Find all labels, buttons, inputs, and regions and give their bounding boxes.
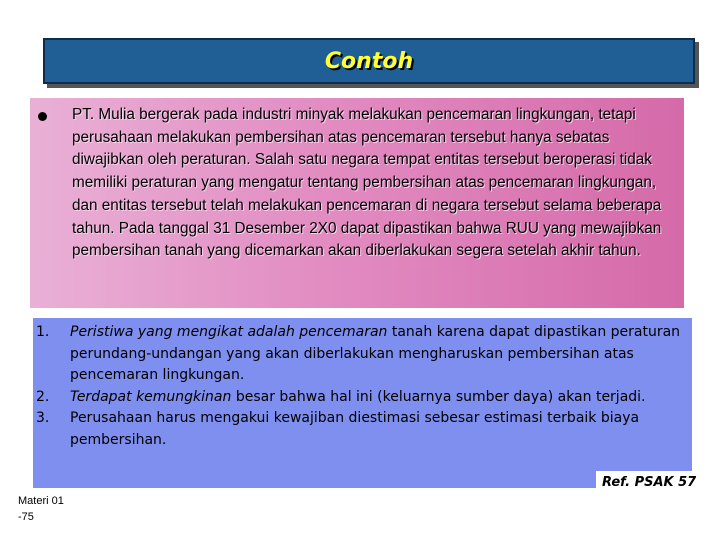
item-text: Perusahaan harus mengakui kewajiban diestimasi sebesar estimasi terbaik biaya pembersihan. (70, 410, 640, 448)
item-emphasis: Peristiwa yang mengikat adalah pencemaran (70, 324, 388, 340)
case-description-text: PT. Mulia bergerak pada industri minyak melakukan pencemaran lingkungan, tetapi perusahaan melakukan pembersihan atas pencemaran tersebut hanya sebatas diwajibkan oleh peraturan. Salah satu negara tempat entitas tersebut beroperasi tidak memiliki peraturan yang mengatur tentang pembersihan atas pencemaran lingkungan, dan entitas tersebut telah melakukan pencemaran di negara tersebut selama beberapa tahun. Pada tanggal 31 Desember 2X0 dapat dipastikan bahwa RUU yang mewajibkan pembersihan tanah yang dicemarkan akan diberlakukan segera setelah akhir tahun. (72, 106, 662, 260)
footer-page-number: -75 (18, 511, 34, 523)
analysis-box (33, 318, 692, 488)
reference-label: Ref. PSAK 57 (596, 471, 702, 492)
item-text: tanah karena dapat dipastikan peraturan perundang-undangan yang akan diberlakukan mengharuskan pembersihan atas pencemaran lingkungan. (70, 324, 681, 383)
item-number: 1. (36, 324, 50, 340)
analysis-item (36, 387, 688, 409)
case-description-box (30, 98, 684, 308)
item-emphasis: Terdapat kemungkinan (70, 388, 232, 405)
slide-title-bar (43, 38, 695, 84)
slide-title: Contoh (324, 48, 414, 74)
item-number: 2. (36, 388, 50, 405)
analysis-item (36, 408, 688, 451)
slide-footer (18, 493, 64, 525)
analysis-list (36, 322, 688, 451)
item-number: 3. (36, 410, 50, 426)
footer-material-label: Materi 01 (18, 495, 64, 507)
analysis-item (36, 322, 688, 387)
bullet-icon (38, 112, 47, 121)
item-text: besar bahwa hal ini (keluarnya sumber daya) akan terjadi. (231, 388, 646, 405)
